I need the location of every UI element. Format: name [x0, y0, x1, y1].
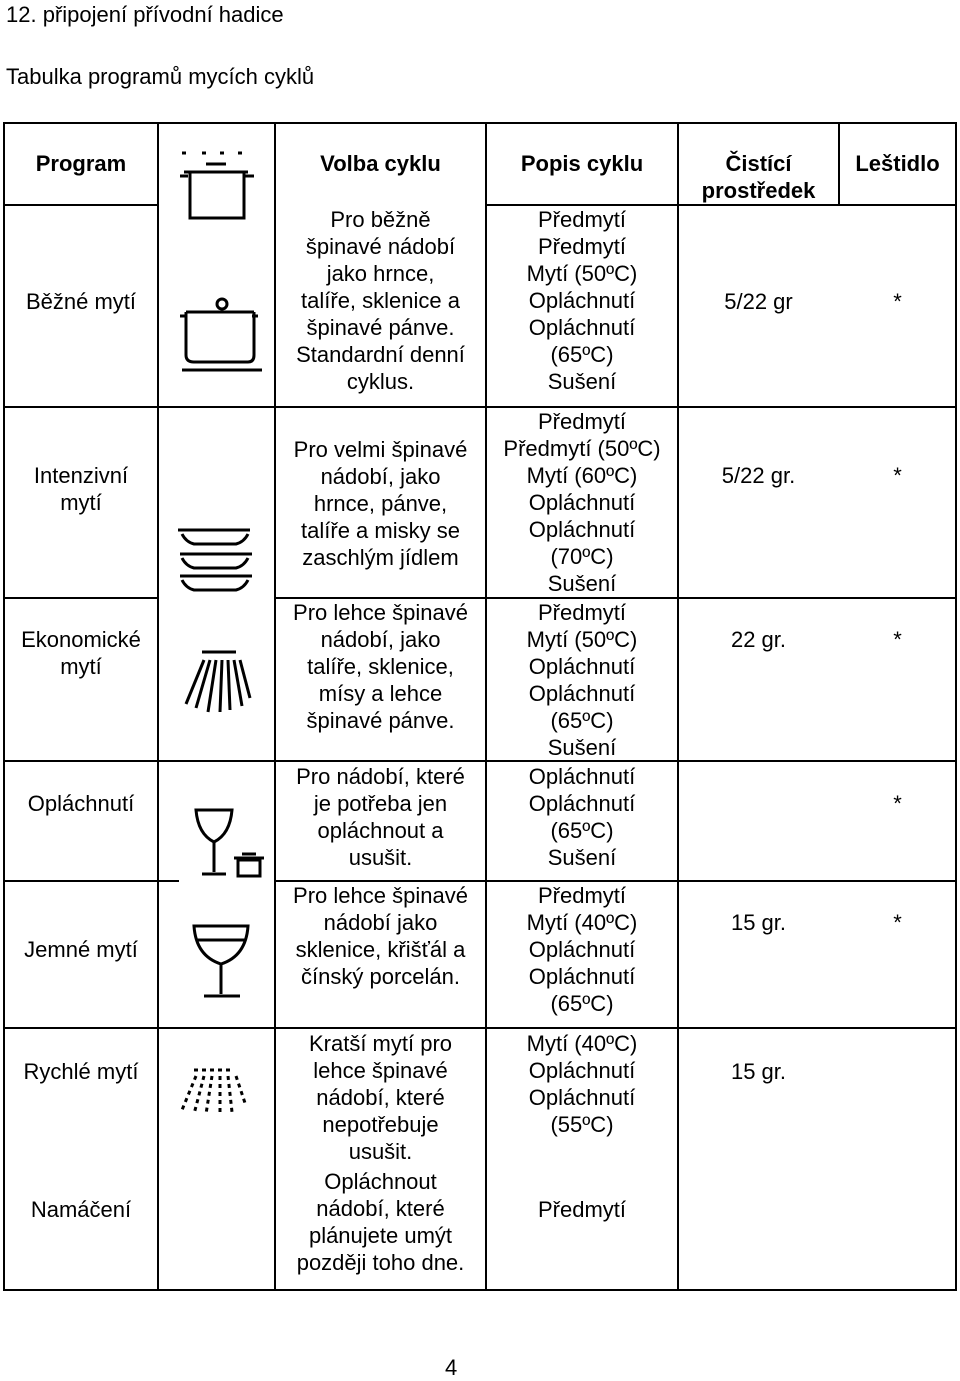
- cycle-choice: Opláchnout nádobí, které plánujete umýt později toho dne.: [296, 1169, 465, 1275]
- table-right-border: [955, 122, 957, 1291]
- row-divider: [3, 406, 957, 408]
- table-bottom-border: [3, 1289, 957, 1291]
- cycle-choice: Pro běžně špinavé nádobí jako hrnce, talíře, sklenice a špinavé pánve. Standardní denní cyklus.: [296, 207, 465, 394]
- rinse-aid-mark: *: [893, 910, 902, 935]
- detergent-amount: 15 gr.: [730, 1059, 787, 1084]
- program-name: Rychlé mytí: [23, 1059, 139, 1084]
- cycle-description: Předmytí Mytí (50ºC) Opláchnutí Opláchnutí (65ºC) Sušení: [526, 600, 638, 760]
- rinse-aid-mark: *: [893, 627, 902, 652]
- table-top-border: [3, 122, 957, 124]
- page-number: 4: [445, 1355, 458, 1380]
- section-heading: 12. připojení přívodní hadice: [6, 2, 284, 27]
- table-title: Tabulka programů mycích cyklů: [6, 64, 315, 89]
- detergent-amount: 5/22 gr: [724, 289, 793, 314]
- rinse-aid-mark: *: [893, 289, 902, 314]
- cycle-choice: Pro lehce špinavé nádobí jako sklenice, křišťál a čínský porcelán.: [293, 883, 468, 989]
- header-popis: Popis cyklu: [520, 151, 644, 176]
- column-divider: [157, 122, 159, 1291]
- quick-spray-icon: [174, 1066, 260, 1118]
- cycle-choice: Pro lehce špinavé nádobí, jako talíře, sklenice, mísy a lehce špinavé pánve.: [293, 600, 468, 733]
- row-divider: [3, 204, 159, 206]
- cycle-choice: Pro nádobí, které je potřeba jen opláchnout a usušit.: [296, 764, 465, 870]
- cycle-description: Předmytí Předmytí Mytí (50ºC) Opláchnutí Opláchnutí (65ºC) Sušení: [526, 207, 638, 394]
- program-name: Ekonomické mytí: [21, 627, 141, 679]
- glass-and-pot-icon: [190, 806, 270, 882]
- stacked-plates-icon: [172, 520, 258, 592]
- cycle-description: Předmytí Mytí (40ºC) Opláchnutí Opláchnutí (65ºC): [526, 883, 638, 1016]
- row-divider: [3, 880, 179, 882]
- program-name: Intenzivní mytí: [33, 463, 129, 515]
- rinse-aid-mark: *: [893, 463, 902, 488]
- header-volba: Volba cyklu: [320, 151, 441, 176]
- header-lestidlo: Leštidlo: [855, 151, 940, 176]
- pots-icon: [176, 150, 276, 386]
- wine-glass-icon: [190, 920, 256, 1000]
- program-name: Namáčení: [30, 1197, 132, 1222]
- row-divider: [3, 1027, 957, 1029]
- cycle-description: Předmytí: [537, 1197, 627, 1222]
- cycle-choice: Pro velmi špinavé nádobí, jako hrnce, pánve, talíře a misky se zaschlým jídlem: [293, 437, 468, 570]
- detergent-amount: 15 gr.: [730, 910, 787, 935]
- water-spray-icon: [172, 648, 258, 718]
- cycle-description: Předmytí Předmytí (50ºC) Mytí (60ºC) Opláchnutí Opláchnutí (70ºC) Sušení: [503, 409, 661, 596]
- header-program: Program: [35, 151, 127, 176]
- rinse-aid-mark: *: [893, 791, 902, 816]
- detergent-amount: 5/22 gr.: [721, 463, 796, 488]
- program-name: Běžné mytí: [25, 289, 137, 314]
- cycle-choice: Kratší mytí pro lehce špinavé nádobí, které nepotřebuje usušit.: [308, 1031, 453, 1164]
- cycle-description: Mytí (40ºC) Opláchnutí Opláchnutí (55ºC): [526, 1031, 638, 1137]
- program-name: Opláchnutí: [27, 791, 135, 816]
- cycle-description: Opláchnutí Opláchnutí (65ºC) Sušení: [528, 764, 636, 870]
- row-divider: [3, 597, 159, 599]
- row-divider: [3, 760, 957, 762]
- header-cistici: Čistící prostředek: [701, 151, 816, 203]
- program-name: Jemné mytí: [24, 937, 138, 962]
- detergent-amount: 22 gr.: [730, 627, 787, 652]
